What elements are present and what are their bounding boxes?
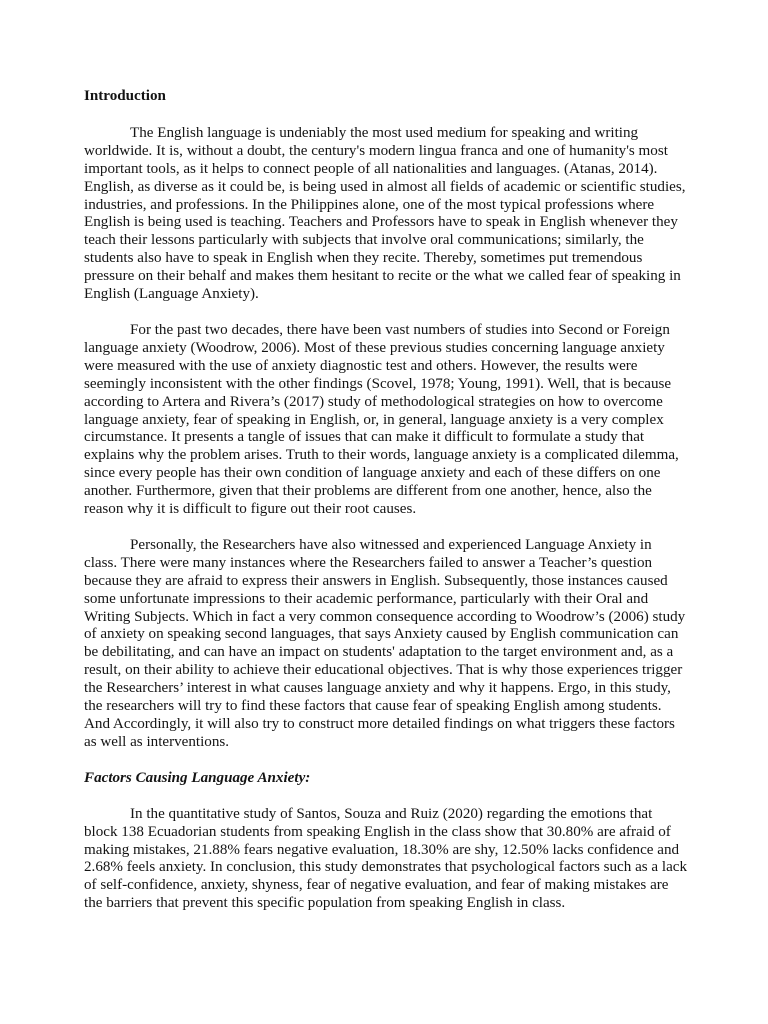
factors-paragraph: In the quantitative study of Santos, Souza and Ruiz (2020) regarding the emotions that block 138 Ecuadorian students from speaking English in the class show that 30.80% are afraid of making mistakes, 21.88% fears negative evaluation, 18.30% are shy, 12.50% lacks confidence and 2.68% feels anxiety. In conclusion, this study demonstrates that psychological factors such as a lack of self-confidence, anxiety, shyness, fear of negative evaluation, and fear of making mistakes are the barriers that prevent this specific population from speaking English in class. xyxy=(84,805,688,912)
intro-paragraph-3: Personally, the Researchers have also witnessed and experienced Language Anxiety in class. There were many instances where the Researchers failed to answer a Teacher’s question because they are afraid to express their answers in English. Subsequently, those instances caused some unfortunate impressions to their academic performance, particularly with their Oral and Writing Subjects. Which in fact a very common consequence according to Woodrow’s (2006) study of anxiety on speaking second languages, that says Anxiety caused by English communication can be debilitating, and can have an impact on students' adaptation to the target environment and, as a result, on their ability to achieve their educational objectives. That is why those experiences trigger the Researchers’ interest in what causes language anxiety and why it happens. Ergo, in this study, the researchers will try to find these factors that cause fear of speaking English among students. And Accordingly, it will also try to construct more detailed findings on what triggers these factors as well as interventions. xyxy=(84,536,686,750)
intro-paragraph-1: The English language is undeniably the most used medium for speaking and writing worldwide. It is, without a doubt, the century's modern lingua franca and one of humanity's most important tools, as it helps to connect people of all nationalities and languages. (Atanas, 2014). English, as diverse as it could be, is being used in almost all fields of academic or scientific studies, industries, and professions. In the Philippines alone, one of the most typical professions where English is being used is teaching. Teachers and Professors have to speak in English whenever they teach their lessons particularly with subjects that involve oral communications; similarly, the students also have to speak in English when they recite. Thereby, sometimes put tremendous pressure on their behalf and makes them hesitant to recite or the what we called fear of speaking in English (Language Anxiety). xyxy=(84,124,686,303)
factors-heading: Factors Causing Language Anxiety: xyxy=(84,769,311,786)
document-body xyxy=(84,88,688,931)
introduction-heading: Introduction xyxy=(84,88,166,104)
intro-paragraph-2: For the past two decades, there have been vast numbers of studies into Second or Foreign language anxiety (Woodrow, 2006). Most of these previous studies concerning language anxiety were measured with the use of anxiety diagnostic test and others. However, the results were seemingly inconsistent with the other findings (Scovel, 1978; Young, 1991). Well, that is because according to Artera and Rivera’s (2017) study of methodological strategies on how to overcome language anxiety, fear of speaking in English, or, in general, language anxiety is a very complex circumstance. It presents a tangle of issues that can make it difficult to formulate a study that explains why the problem arises. Truth to their words, language anxiety is a complicated dilemma, since every people has their own condition of language anxiety and each of these differs on one another. Furthermore, given that their problems are different from one another, hence, also the reason why it is difficult to figure out their root causes. xyxy=(84,321,679,518)
